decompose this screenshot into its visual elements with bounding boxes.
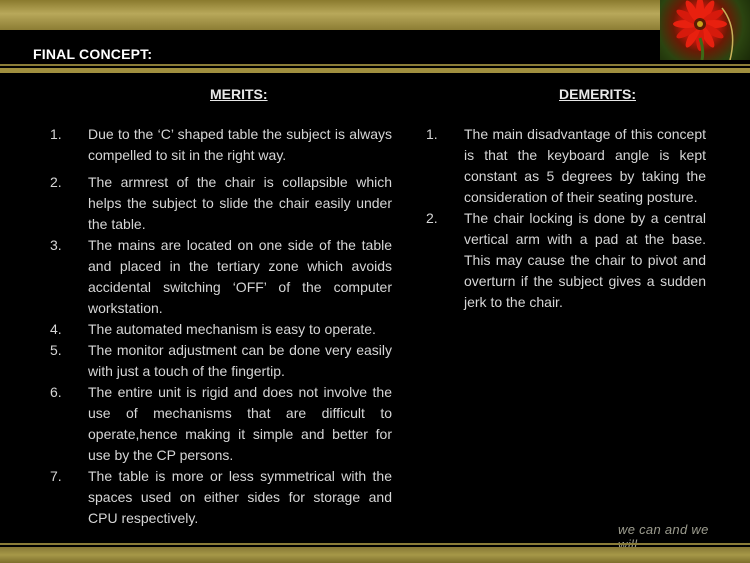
merit-number: 7. (50, 468, 62, 484)
top-gold-band (0, 0, 750, 30)
merit-number: 3. (50, 237, 62, 253)
merits-heading: MERITS: (210, 86, 268, 102)
merit-text: The entire unit is rigid and does not involve the use of mechanisms that are difficult to operate,hence making it simple and better for use by the CP persons. (88, 384, 392, 463)
merit-number: 5. (50, 342, 62, 358)
merit-number: 6. (50, 384, 62, 400)
merits-list (50, 124, 392, 529)
merit-item (50, 172, 392, 235)
merit-text: The table is more or less symmetrical with the spaces used on either sides for storage and CPU respectively. (88, 468, 392, 526)
header-divider-thick (0, 68, 750, 73)
demerit-number: 1. (426, 126, 438, 142)
merit-text: Due to the ‘C’ shaped table the subject is always compelled to sit in the right way. (88, 126, 392, 163)
red-flower-icon (660, 0, 750, 60)
tagline: we can and we (618, 522, 709, 537)
merit-item (50, 382, 392, 466)
merit-number: 4. (50, 321, 62, 337)
demerit-item (426, 208, 706, 313)
page-title: FINAL CONCEPT: (33, 46, 153, 62)
merit-item (50, 235, 392, 319)
header-divider-thin (0, 64, 750, 66)
merit-item (50, 124, 392, 166)
demerit-number: 2. (426, 210, 438, 226)
merit-item (50, 340, 392, 382)
demerit-item (426, 124, 706, 208)
merit-text: The armrest of the chair is collapsible which helps the subject to slide the chair easily under the table. (88, 174, 392, 232)
merit-item (50, 319, 392, 340)
flower-image (660, 0, 750, 60)
merit-text: The automated mechanism is easy to operate. (88, 321, 376, 337)
merit-number: 2. (50, 174, 62, 190)
merit-item (50, 466, 392, 529)
merit-text: The mains are located on one side of the table and placed in the tertiary zone which avoids accidental switching ‘OFF’ of the computer workstation. (88, 237, 392, 316)
demerit-text: The main disadvantage of this concept is that the keyboard angle is kept constant as 5 degrees by taking the consideration of their seating posture. (464, 126, 706, 205)
footer-divider-thin (0, 543, 750, 545)
demerits-heading: DEMERITS: (559, 86, 636, 102)
demerits-list (426, 124, 706, 313)
merit-number: 1. (50, 126, 62, 142)
merit-text: The monitor adjustment can be done very easily with just a touch of the fingertip. (88, 342, 392, 379)
demerit-text: The chair locking is done by a central vertical arm with a pad at the base. This may cause the chair to pivot and overturn if the subject gives a sudden jerk to the chair. (464, 210, 706, 310)
bottom-gold-band (0, 547, 750, 563)
